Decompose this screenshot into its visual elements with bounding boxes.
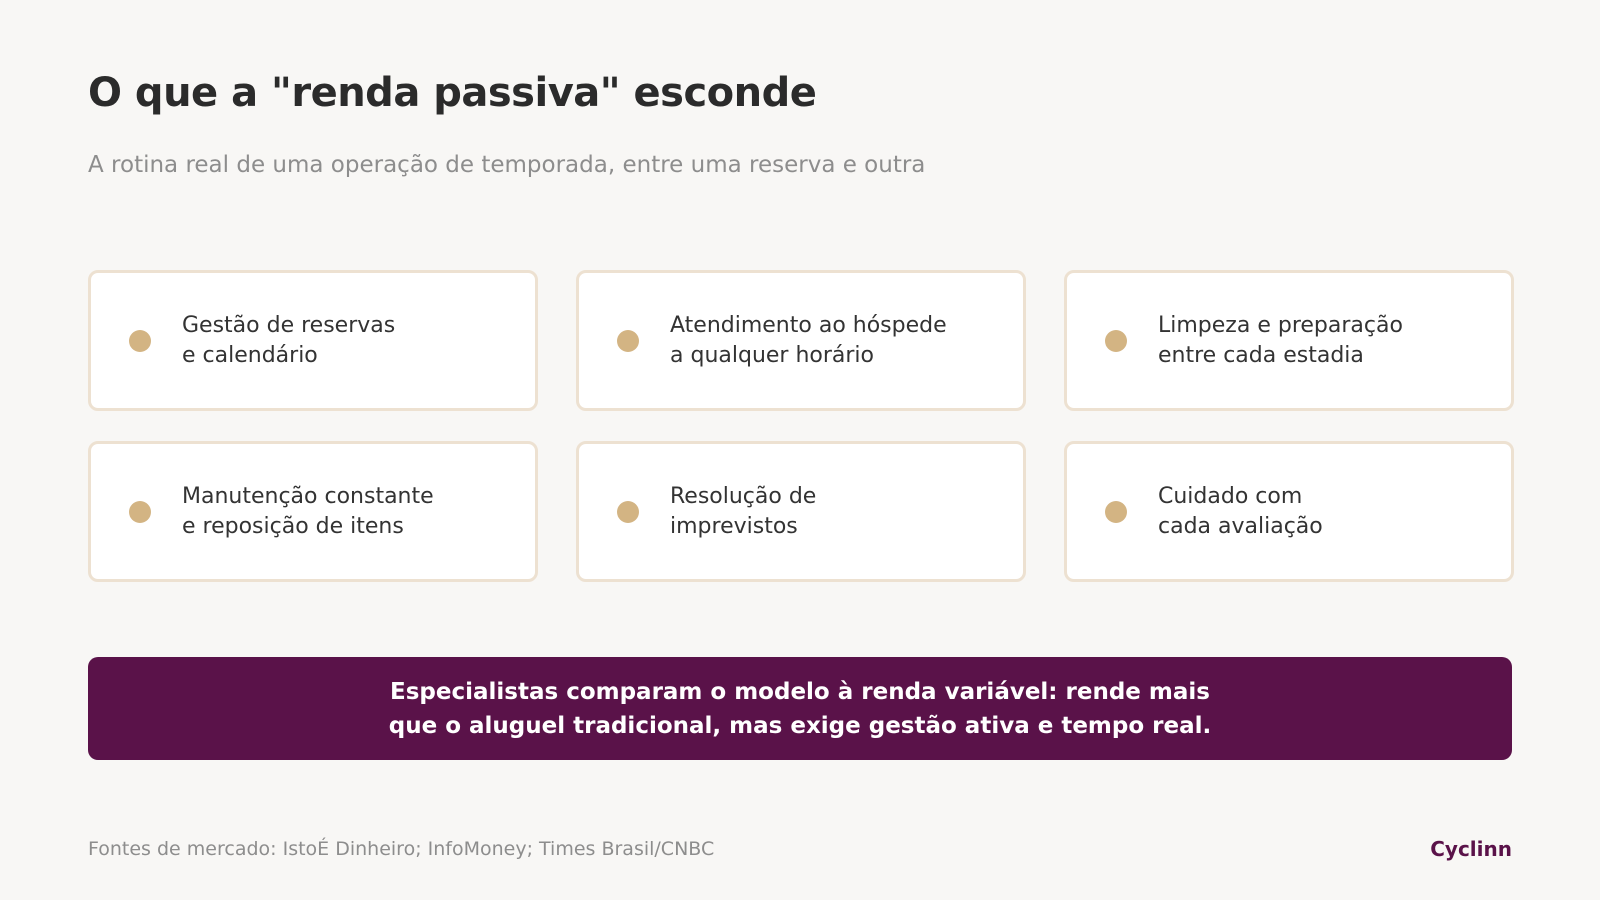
task-card-text [670, 311, 947, 371]
bullet-dot-icon [1105, 330, 1127, 352]
task-card-text [182, 311, 395, 371]
task-card-text [1158, 311, 1403, 371]
bullet-dot-icon [617, 330, 639, 352]
task-card-line: Manutenção constante [182, 483, 434, 509]
banner-text [389, 675, 1212, 743]
task-card-grid [88, 270, 1512, 582]
task-card-line: Gestão de reservas [182, 312, 396, 338]
footer-sources: Fontes de mercado: IstoÉ Dinheiro; InfoMoney; Times Brasil/CNBC [88, 838, 715, 860]
bullet-dot-icon [129, 501, 151, 523]
page-subtitle: A rotina real de uma operação de temporada, entre uma reserva e outra [88, 152, 926, 178]
highlight-banner [88, 657, 1512, 760]
task-card-line: cada avaliação [1158, 513, 1323, 539]
task-card [1064, 441, 1514, 582]
task-card-text [1158, 482, 1323, 542]
task-card [576, 270, 1026, 411]
task-card-text [182, 482, 434, 542]
task-card-line: e calendário [182, 342, 318, 368]
bullet-dot-icon [1105, 501, 1127, 523]
task-card-line: Atendimento ao hóspede [670, 312, 947, 338]
brand-logo: Cyclinn [1430, 837, 1512, 861]
page-title: O que a "renda passiva" esconde [88, 70, 817, 116]
task-card-line: entre cada estadia [1158, 342, 1364, 368]
bullet-dot-icon [617, 501, 639, 523]
task-card-line: imprevistos [670, 513, 798, 539]
task-card-line: e reposição de itens [182, 513, 404, 539]
task-card-line: Resolução de [670, 483, 817, 509]
task-card [88, 441, 538, 582]
task-card-line: Cuidado com [1158, 483, 1303, 509]
task-card [88, 270, 538, 411]
task-card [1064, 270, 1514, 411]
task-card-line: Limpeza e preparação [1158, 312, 1403, 338]
task-card-line: a qualquer horário [670, 342, 875, 368]
banner-line: Especialistas comparam o modelo à renda variável: rende mais [390, 678, 1210, 705]
banner-line: que o aluguel tradicional, mas exige gestão ativa e tempo real. [388, 712, 1212, 739]
task-card-text [670, 482, 816, 542]
bullet-dot-icon [129, 330, 151, 352]
task-card [576, 441, 1026, 582]
